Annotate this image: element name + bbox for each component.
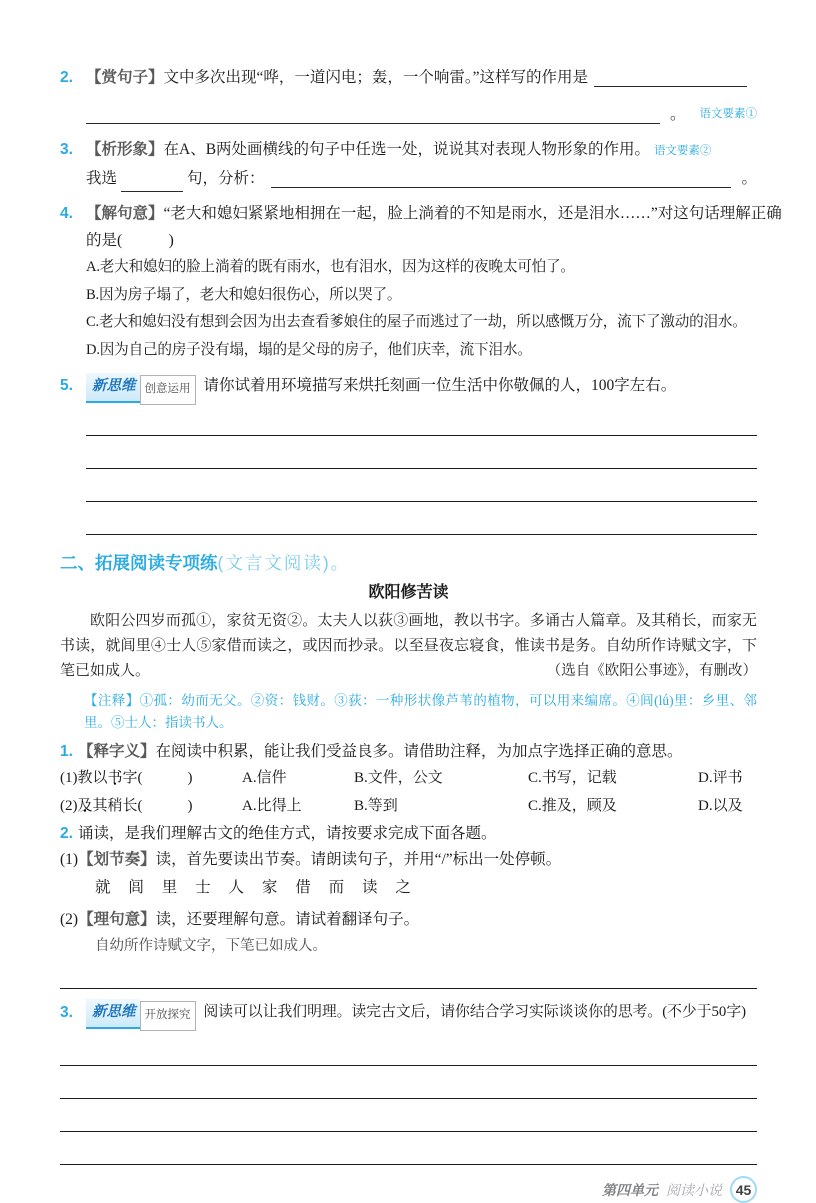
- answer-line[interactable]: [60, 1066, 757, 1099]
- question-5-text: 请你试着用环境描写来烘托刻画一位生活中你敬佩的人，100字左右。: [203, 377, 677, 394]
- notes-label: 【注释】: [84, 693, 140, 708]
- answer-blank[interactable]: [594, 86, 747, 87]
- p2-question-3-text: 阅读可以让我们明理。读完古文后，请你结合学习实际谈谈你的思考。(不少于50字): [203, 1004, 747, 1020]
- answer-line[interactable]: [60, 959, 757, 989]
- answer-line[interactable]: [60, 1132, 757, 1165]
- question-3-tag: 【析形象】: [86, 141, 164, 158]
- p2-question-3: [60, 999, 757, 1029]
- item-label: (2): [60, 797, 78, 814]
- question-4-tag: 【解句意】: [86, 205, 164, 222]
- passage-title: 欧阳修苦读: [368, 584, 449, 601]
- p2-question-2-text: 诵读，是我们理解古文的绝佳方式，请按要求完成下面各题。: [78, 825, 497, 842]
- option-c[interactable]: C.老大和媳妇没有想到会因为出去查看爹娘住的屋子而逃过了一劫，所以感慨万分，流下了激动的泪水。: [86, 314, 747, 330]
- p2-question-1: [60, 738, 757, 765]
- choice-b[interactable]: B.等到: [354, 797, 398, 814]
- chuangyi-yunyong-label: 创意运用: [140, 375, 196, 405]
- choice-d[interactable]: D.评书: [698, 770, 743, 786]
- choice-c[interactable]: C.书写，记载: [528, 770, 617, 786]
- answer-middle: 句，分析：: [187, 170, 265, 187]
- question-5-number: 5.: [60, 377, 73, 394]
- option-a[interactable]: A.老大和媳妇的脸上淌着的既有雨水，也有泪水，因为这样的夜晚太可怕了。: [86, 259, 575, 275]
- answer-prefix: 我选: [86, 170, 118, 187]
- answer-blank[interactable]: [271, 187, 732, 188]
- dotted-char: 书 •: [108, 765, 123, 793]
- xinsiwei-label: 新思维: [86, 999, 140, 1029]
- answer-line[interactable]: [86, 436, 757, 469]
- question-2: [60, 64, 757, 128]
- annotation-notes: [84, 690, 757, 734]
- answer-blank[interactable]: [86, 123, 660, 124]
- word-choice-row-2: [60, 793, 757, 821]
- item-label-post: 其稍长( ): [92, 797, 193, 814]
- answer-line[interactable]: [60, 1099, 757, 1132]
- p2-q2-sub1: [60, 847, 757, 874]
- answer-line[interactable]: [60, 1033, 757, 1066]
- page-footer: [60, 1176, 757, 1203]
- question-3-number: 3.: [60, 141, 73, 158]
- section-2-heading: [60, 549, 757, 577]
- period: 。: [741, 170, 757, 187]
- question-2-tag: 【赏句子】: [86, 69, 164, 86]
- answer-blank[interactable]: [121, 177, 183, 193]
- answer-line[interactable]: [86, 469, 757, 502]
- p2-question-2-number: 2.: [60, 825, 73, 842]
- item-label: (1)教以: [60, 770, 108, 786]
- sub1-text: 读，首先要读出节奏。请朗读句子，并用“/”标出一处停顿。: [155, 851, 562, 868]
- question-5: [60, 372, 757, 535]
- question-4-number: 4.: [60, 205, 73, 222]
- kaifang-tanjiu-label: 开放探究: [140, 1001, 196, 1031]
- question-3: [60, 136, 757, 192]
- topic-label: 阅读小说: [666, 1181, 722, 1198]
- question-4-text: “老大和媳妇紧紧地相拥在一起，脸上淌着的不知是雨水，还是泪水……”对这句话理解正确: [163, 205, 782, 222]
- p2-question-2: [60, 820, 757, 847]
- choice-d[interactable]: D.以及: [698, 797, 743, 814]
- answer-line[interactable]: [86, 403, 757, 436]
- p2-question-3-number: 3.: [60, 1004, 73, 1021]
- passage-text: 欧阳公四岁而孤①，家贫无资②。太夫人以荻③画地，教以书字。多诵古人篇章。及其稍长，而家无书读，就闾里④士人⑤家借而读之，或因而抄录。以至昼夜忘寝食，惟读书是务。自幼所作诗赋文字，下笔已如成人。: [60, 613, 757, 679]
- notes-text: ①孤：幼而无父。②资：钱财。③荻：一种形状像芦苇的植物，可以用来编席。④闾(lǘ)里：乡里、邻里。⑤士人：指读书人。: [84, 693, 757, 730]
- classical-passage: [60, 609, 757, 684]
- xinsiwei-badge: [86, 999, 196, 1029]
- choice-b[interactable]: B.文件，公文: [354, 770, 443, 786]
- passage-source: （选自《欧阳公事迹》，有删改）: [546, 663, 757, 679]
- question-4-text-cont: 的是( ): [86, 232, 174, 249]
- p2-question-1-number: 1.: [60, 743, 73, 760]
- question-2-number: 2.: [60, 69, 73, 86]
- sub2-tag: 【理句意】: [78, 910, 156, 928]
- page-number-badge: 45: [730, 1176, 757, 1203]
- answer-line[interactable]: [86, 502, 757, 535]
- sub2-label: (2): [60, 910, 79, 928]
- pause-marking-sentence[interactable]: 就 闾 里 士 人 家 借 而 读 之: [95, 878, 418, 896]
- sub2-text: 读，还要理解句意。请试着翻译句子。: [155, 910, 420, 928]
- xinsiwei-badge: [86, 373, 196, 403]
- yuwen-yaosu-badge: 语文要素②: [653, 145, 712, 157]
- question-2-text: 文中多次出现“哗，一道闪电；轰，一个响雷。”这样写的作用是: [163, 69, 589, 86]
- period: 。: [669, 106, 686, 123]
- dotted-char: 及 •: [78, 793, 93, 821]
- choice-a[interactable]: A.信件: [242, 770, 287, 786]
- p2-q2-sub2: [60, 907, 757, 934]
- section-2-title: 二、拓展阅读专项练: [60, 553, 218, 573]
- choice-c[interactable]: C.推及，顾及: [528, 797, 617, 814]
- word-choice-row-1: [60, 765, 757, 793]
- p2-question-1-text: 在阅读中积累，能让我们受益良多。请借助注释，为加点字选择正确的意思。: [155, 743, 683, 760]
- unit-label: 第四单元: [602, 1181, 658, 1198]
- p2-question-1-tag: 【释字义】: [78, 743, 156, 760]
- question-3-text: 在A、B两处画横线的句子中任选一处，说说其对表现人物形象的作用。: [163, 141, 651, 158]
- sentence-to-translate: 自幼所作诗赋文字，下笔已如成人。: [95, 938, 327, 954]
- sub1-tag: 【划节奏】: [78, 851, 156, 868]
- section-2-subtitle: (文言文阅读)。: [217, 553, 351, 573]
- choice-a[interactable]: A.比得上: [242, 797, 302, 814]
- option-b[interactable]: B.因为房子塌了，老大和媳妇很伤心，所以哭了。: [86, 286, 402, 303]
- sub1-label: (1): [60, 851, 79, 868]
- yuwen-yaosu-badge: 语文要素①: [699, 108, 757, 120]
- question-4: [60, 200, 782, 364]
- item-label-post: 字( ): [122, 770, 193, 786]
- xinsiwei-label: 新思维: [86, 373, 140, 403]
- option-d[interactable]: D.因为自己的房子没有塌，塌的是父母的房子，他们庆幸，流下泪水。: [86, 341, 532, 358]
